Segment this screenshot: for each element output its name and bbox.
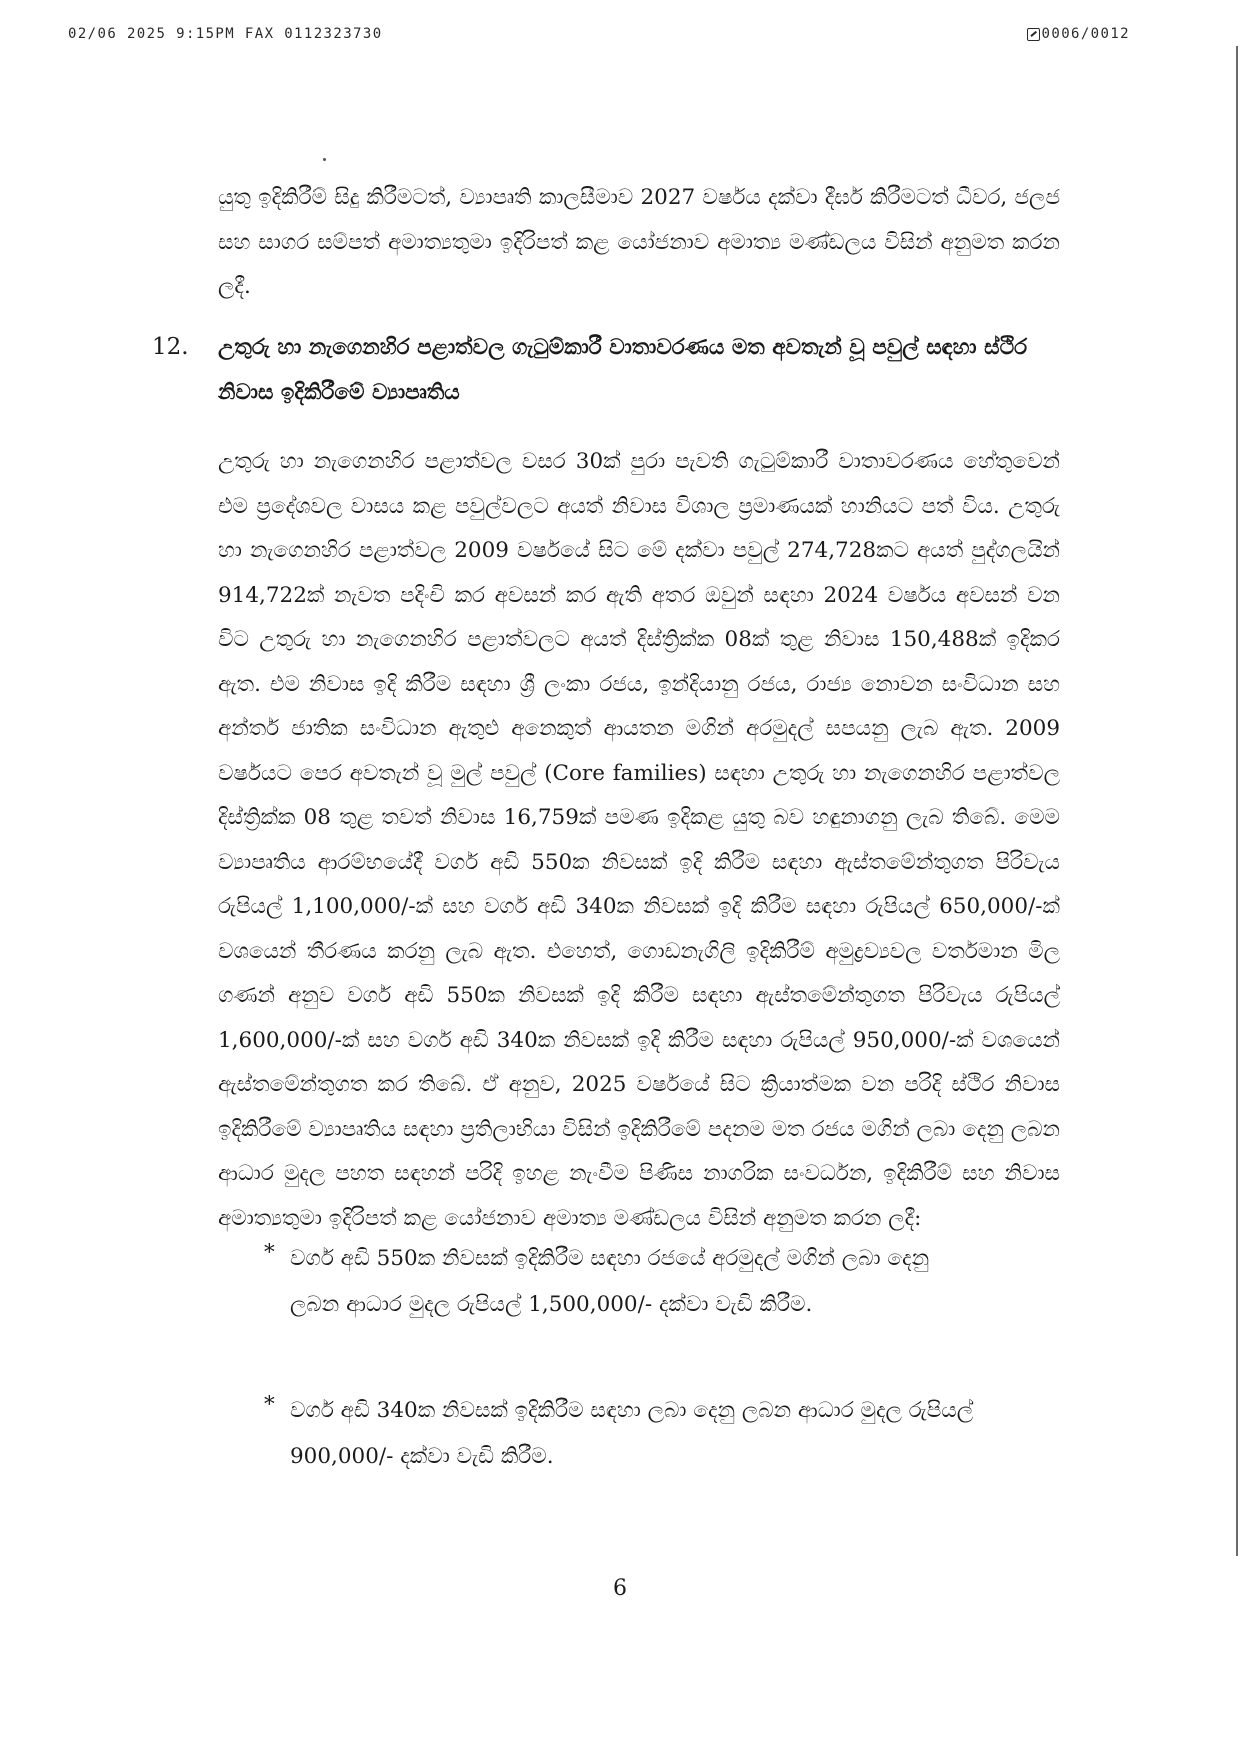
continuation-paragraph: යුතු ඉදිකිරීම් සිදු කිරීමටත්, ව්‍යාපෘති කාලසීමාව 2027 වර්ෂය දක්වා දීර්ඝ කිරීමටත් ධීවර, ජලජ සහ සාගර සම්පත් අමාත්‍යතුමා ඉදිරිපත් කළ යෝජනාව අමාත්‍ය මණ්ඩලය විසින් අනුමත කරන ලදී. bbox=[218, 185, 1060, 299]
scan-edge-line bbox=[1236, 46, 1238, 1556]
page-number: 6 bbox=[613, 1576, 627, 1601]
item-number: 12. bbox=[152, 334, 189, 360]
fax-checkbox-icon bbox=[1027, 28, 1040, 41]
bullet-item-550-sqft: වර්ග අඩි 550ක නිවසක් ඉදිකිරීම සඳහා රජයේ අරමුදල් මගින් ලබා දෙනු ලබන ආධාර මුදල රුපියල් 1,500,000/- දක්වා වැඩි කිරීම. bbox=[290, 1246, 930, 1317]
bullet-item-340-sqft: වර්ග අඩි 340ක නිවසක් ඉදිකිරීම සඳහා ලබා දෙනු ලබන ආධාර මුදල රුපියල් 900,000/- දක්වා වැඩි කිරීම. bbox=[290, 1398, 974, 1469]
bullet-marker: * bbox=[264, 1392, 275, 1417]
item-body-paragraph: උතුරු හා නැගෙනහිර පළාත්වල වසර 30ක් පුරා පැවති ගැටුම්කාරී වාතාවරණය හේතුවෙන් එම ප්‍රදේශවල වාසය කළ පවුල්වලට අයත් නිවාස විශාල ප්‍රමාණයක් හානියට පත් විය. උතුරු හා නැගෙනහිර පළාත්වල 2009 වර්ෂයේ සිට මේ දක්වා පවුල් 274,728කට අයත් පුද්ගලයින් 914,722ක් නැවත පදිංචි කර අවසන් කර ඇති අතර ඔවුන් සඳහා 2024 වර්ෂය අවසන් වන විට උතුරු හා නැගෙනහිර පළාත්වලට අයත් දිස්ත්‍රික්ක 08ක් තුළ නිවාස 150,488ක් ඉදිකර ඇත. එම නිවාස ඉදි කිරීම සඳහා ශ්‍රී ලංකා රජය, ඉන්දියානු රජය, රාජ්‍ය නොවන සංවිධාන සහ අන්තර් ජාතික සංවිධාන ඇතුළු අනෙකුත් ආයතන මගින් අරමුදල් සපයනු ලැබ ඇත. 2009 වර්ෂයට පෙර අවතැන් වූ මුල් පවුල් (Core families) සඳහා උතුරු හා නැගෙනහිර පළාත්වල දිස්ත්‍රික්ක 08 තුළ තවත් නිවාස 16,759ක් පමණ ඉදිකළ යුතු බව හඳුනාගනු ලැබ තිබේ. මෙම ව්‍යාපෘතිය ආරම්භයේදී වර්ග අඩි 550ක නිවසක් ඉදි කිරීම සඳහා ඇස්තමේන්තුගත පිරිවැය රුපියල් 1,100,000/-ක් සහ වර්ග අඩි 340ක නිවසක් ඉදි කිරීම සඳහා රුපියල් 650,000/-ක් වශයෙන් තීරණය කරනු ලැබ ඇත. එහෙත්, ගොඩනැගිලි ඉදිකිරීම් අමුද්‍රව්‍යවල වර්තමාන මිල ගණන් අනුව වර්ග අඩි 550ක නිවසක් ඉදි කිරීම සඳහා ඇස්තමේන්තුගත පිරිවැය රුපියල් 1,600,000/-ක් සහ වර්ග අඩි 340ක නිවසක් ඉදි කිරීම සඳහා රුපියල් 950,000/-ක් වශයෙන් ඇස්තමේන්තුගත කර තිබේ. ඒ අනුව, 2025 වර්ෂයේ සිට ක්‍රියාත්මක වන පරිදි ස්ථිර නිවාස ඉදිකිරීමේ ව්‍යාපෘතිය සඳහා ප්‍රතිලාභියා විසින් ඉදිකිරීමේ පදනම මත රජය මගින් ලබා දෙනු ලබන ආධාර මුදල පහත සඳහන් පරිදි ඉහළ නැංවීම පිණිස නාගරික සංවර්ධන, ඉදිකිරීම් සහ නිවාස අමාත්‍යතුමා ඉදිරිපත් කළ යෝජනාව අමාත්‍ය මණ්ඩලය විසින් අනුමත කරන ලදී: bbox=[218, 449, 1061, 1231]
item-heading: උතුරු හා නැගෙනහිර පළාත්වල ගැටුම්කාරී වාතාවරණය මත අවතැන් වූ පවුල් සඳහා ස්ථිර නිවාස ඉදිකිරීමේ ව්‍යාපෘතිය bbox=[218, 335, 1028, 405]
bullet-marker: * bbox=[264, 1240, 275, 1265]
fax-transmission-line: 02/06 2025 9:15PM FAX 0112323730 bbox=[68, 26, 383, 42]
fax-page-count-text: 0006/0012 bbox=[1041, 26, 1130, 42]
scan-speck bbox=[323, 158, 326, 161]
fax-page-counter bbox=[1027, 26, 1130, 42]
